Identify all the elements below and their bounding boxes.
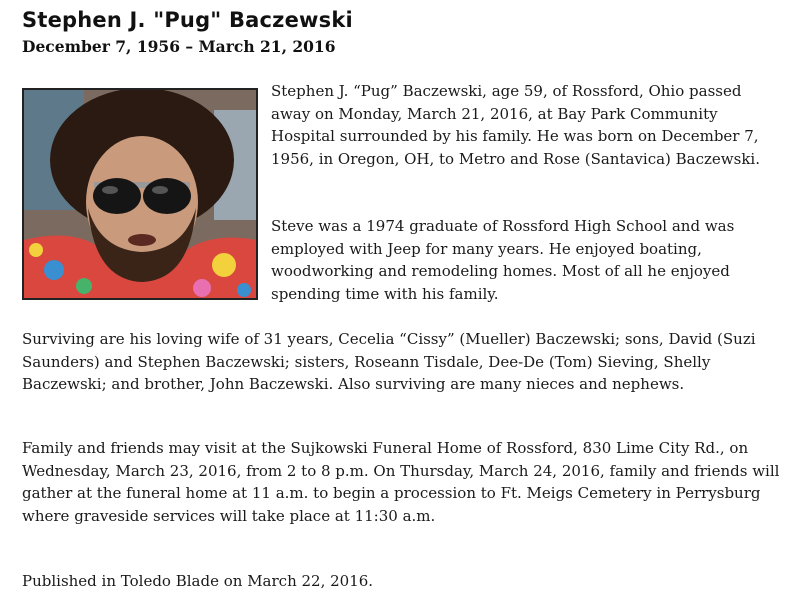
paragraph-biography: Steve was a 1974 graduate of Rossford High School and was employed with Jeep for many years. He enjoyed boating, woodworking and remodeling homes. Most of all he enjoyed spending time with his family. <box>271 217 735 303</box>
paragraph-survivors: Surviving are his loving wife of 31 years, Cecelia “Cissy” (Mueller) Baczewski; sons, David (Suzi Saunders) and Stephen Baczewski; sisters, Roseann Tisdale, Dee-De (Tom) Sieving, Shelly Baczewski; and brother, John Baczewski. Also surviving are many nieces and nephews. <box>22 330 756 394</box>
obituary-dates: December 7, 1956 – March 21, 2016 <box>22 37 336 56</box>
publication-note: Published in Toledo Blade on March 22, 2016. <box>22 572 374 590</box>
portrait-photo <box>22 88 258 300</box>
paragraph-services: Family and friends may visit at the Sujkowski Funeral Home of Rossford, 830 Lime City Rd., on Wednesday, March 23, 2016, from 2 to 8 p.m. On Thursday, March 24, 2016, family and friends will gather at the funeral home at 11 a.m. to begin a procession to Ft. Meigs Cemetery in Perrysburg where graveside services will take place at 11:30 a.m. <box>22 439 780 525</box>
paragraph-death-notice: Stephen J. “Pug” Baczewski, age 59, of Rossford, Ohio passed away on Monday, March 21, 2016, at Bay Park Community Hospital surrounded by his family. He was born on December 7, 1956, in Oregon, OH, to Metro and Rose (Santavica) Baczewski. <box>271 82 761 168</box>
obituary-name: Stephen J. "Pug" Baczewski <box>22 8 353 32</box>
